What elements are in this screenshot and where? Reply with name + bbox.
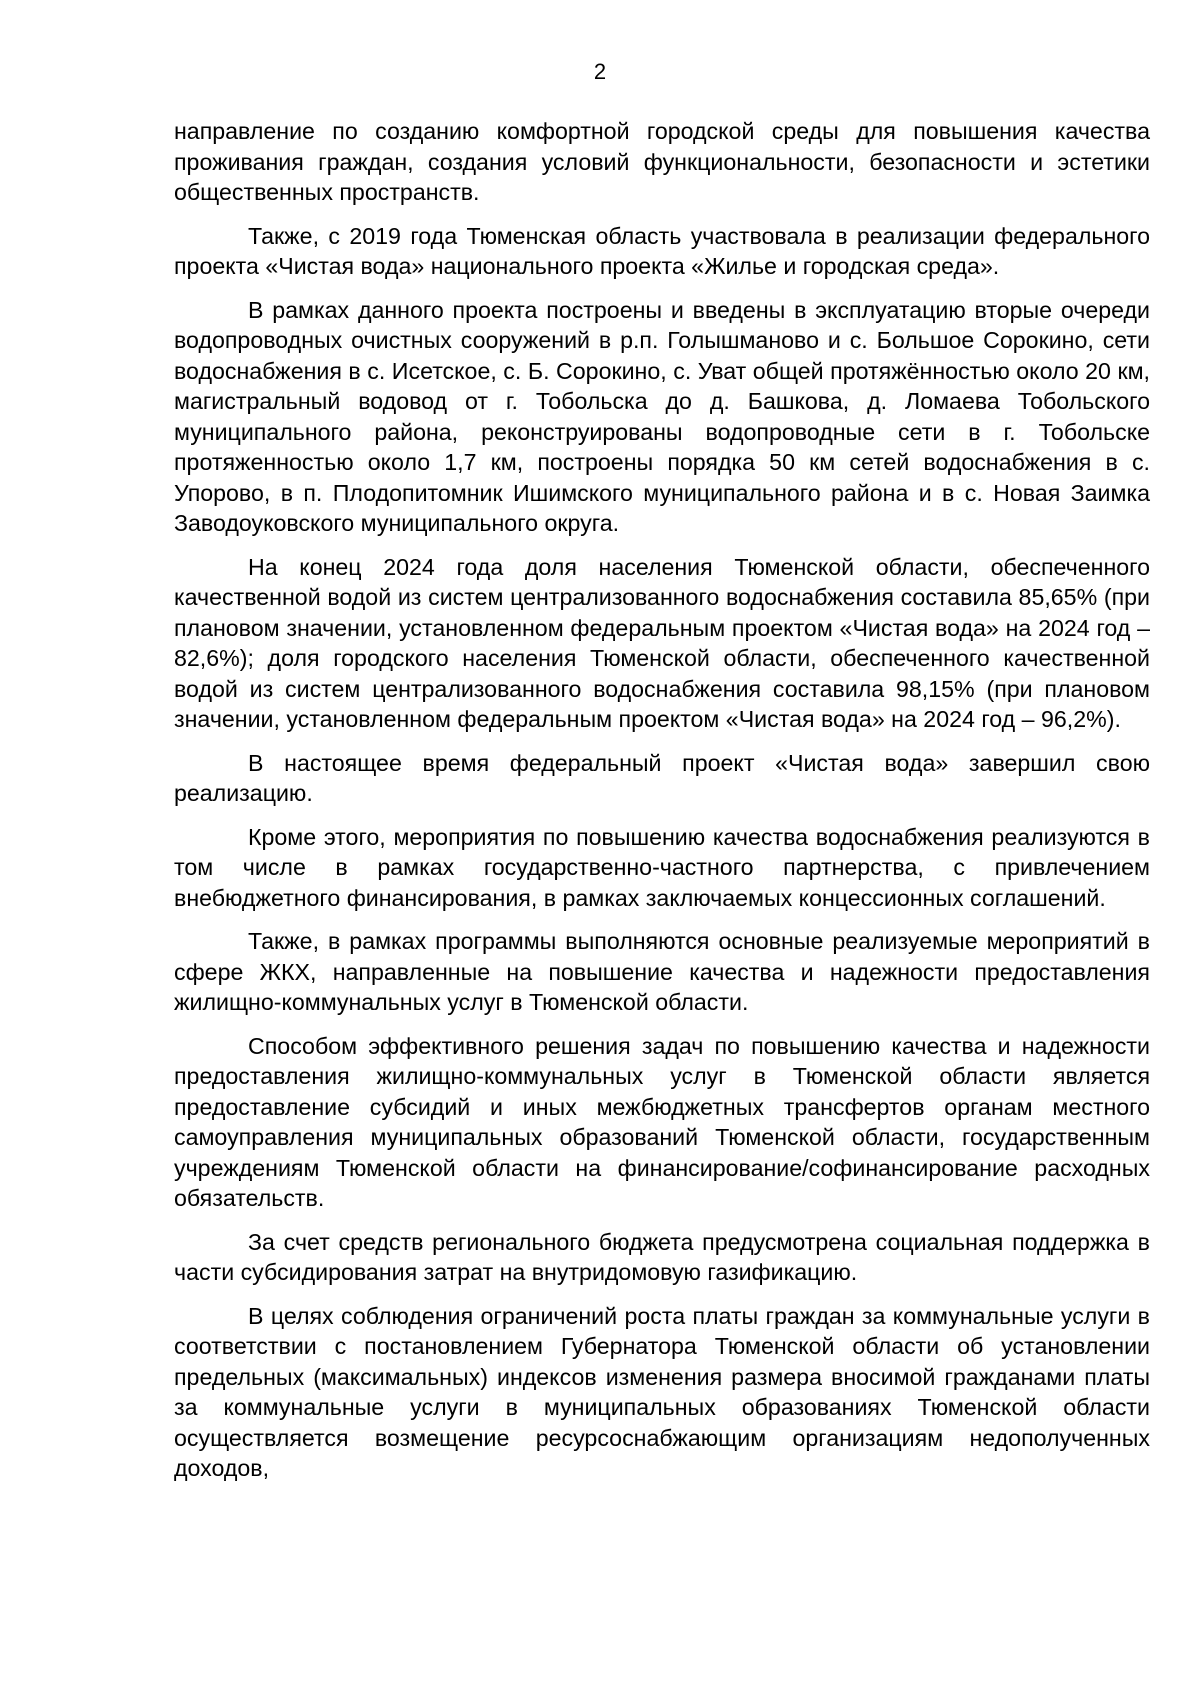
paragraph-constructed-facilities: В рамках данного проекта построены и введены в эксплуатацию вторые очереди водопроводных очистных сооружений в р.п. Голышманово и с. Большое Сорокино, сети водоснабжения в с. Исетское, с. Б. Сорокино, с. Уват общей протяжённостью около 20 км, магистральный водовод от г. Тобольска до д. Башкова, д. Ломаева Тобольского муниципального района, реконструированы водопроводные сети в г. Тобольске протяженностью около 1,7 км, построены порядка 50 км сетей водоснабжения в с. Упорово, в п. Плодопитомник Ишимского муниципального района и в с. Новая Заимка Заводоуковского муниципального округа. [174, 296, 1150, 536]
paragraph-public-private-partnership: Кроме этого, мероприятия по повышению качества водоснабжения реализуются в том числе в рамках государственно-частного партнерства, с привлечением внебюджетного финансирования, в рамках заключаемых концессионных соглашений. [174, 823, 1150, 911]
paragraph-subsidies: Способом эффективного решения задач по повышению качества и надежности предоставления жилищно-коммунальных услуг в Тюменской области является предоставление субсидий и иных межбюджетных трансфертов органам местного самоуправления муниципальных образований Тюменской области, государственным учреждениям Тюменской области на финансирование/софинансирование расходных обязательств. [174, 1032, 1150, 1211]
paragraph-continuation: направление по созданию комфортной городской среды для повышения качества проживания граждан, создания условий функциональности, безопасности и эстетики общественных пространств. [174, 118, 1150, 205]
paragraph-clean-water-project: Также, с 2019 года Тюменская область участвовала в реализации федерального проекта «Чистая вода» национального проекта «Жилье и городская среда». [174, 222, 1150, 279]
page-number: 2 [593, 59, 607, 84]
paragraph-tariff-limits: В целях соблюдения ограничений роста платы граждан за коммунальные услуги в соответствии с постановлением Губернатора Тюменской области об установлении предельных (максимальных) индексов изменения размера вносимой гражданами платы за коммунальные услуги в муниципальных образованиях Тюменской области осуществляется возмещение ресурсоснабжающим организациям недополученных доходов, [174, 1302, 1150, 1481]
document-body [174, 116, 1150, 1497]
paragraph-water-quality-share: На конец 2024 года доля населения Тюменской области, обеспеченного качественной водой из систем централизованного водоснабжения составила 85,65% (при плановом значении, установленном федеральным проектом «Чистая вода» на 2024 год – 82,6%); доля городского населения Тюменской области, обеспеченного качественной водой из систем централизованного водоснабжения составила 98,15% (при плановом значении, установленном федеральным проектом «Чистая вода» на 2024 год – 96,2%). [174, 553, 1150, 732]
paragraph-housing-utilities-measures: Также, в рамках программы выполняются основные реализуемые мероприятий в сфере ЖКХ, направленные на повышение качества и надежности предоставления жилищно-коммунальных услуг в Тюменской области. [174, 928, 1150, 1015]
paragraph-gasification-support: За счет средств регионального бюджета предусмотрена социальная поддержка в части субсидирования затрат на внутридомовую газификацию. [174, 1228, 1150, 1285]
paragraph-project-completed: В настоящее время федеральный проект «Чистая вода» завершил свою реализацию. [174, 749, 1150, 806]
